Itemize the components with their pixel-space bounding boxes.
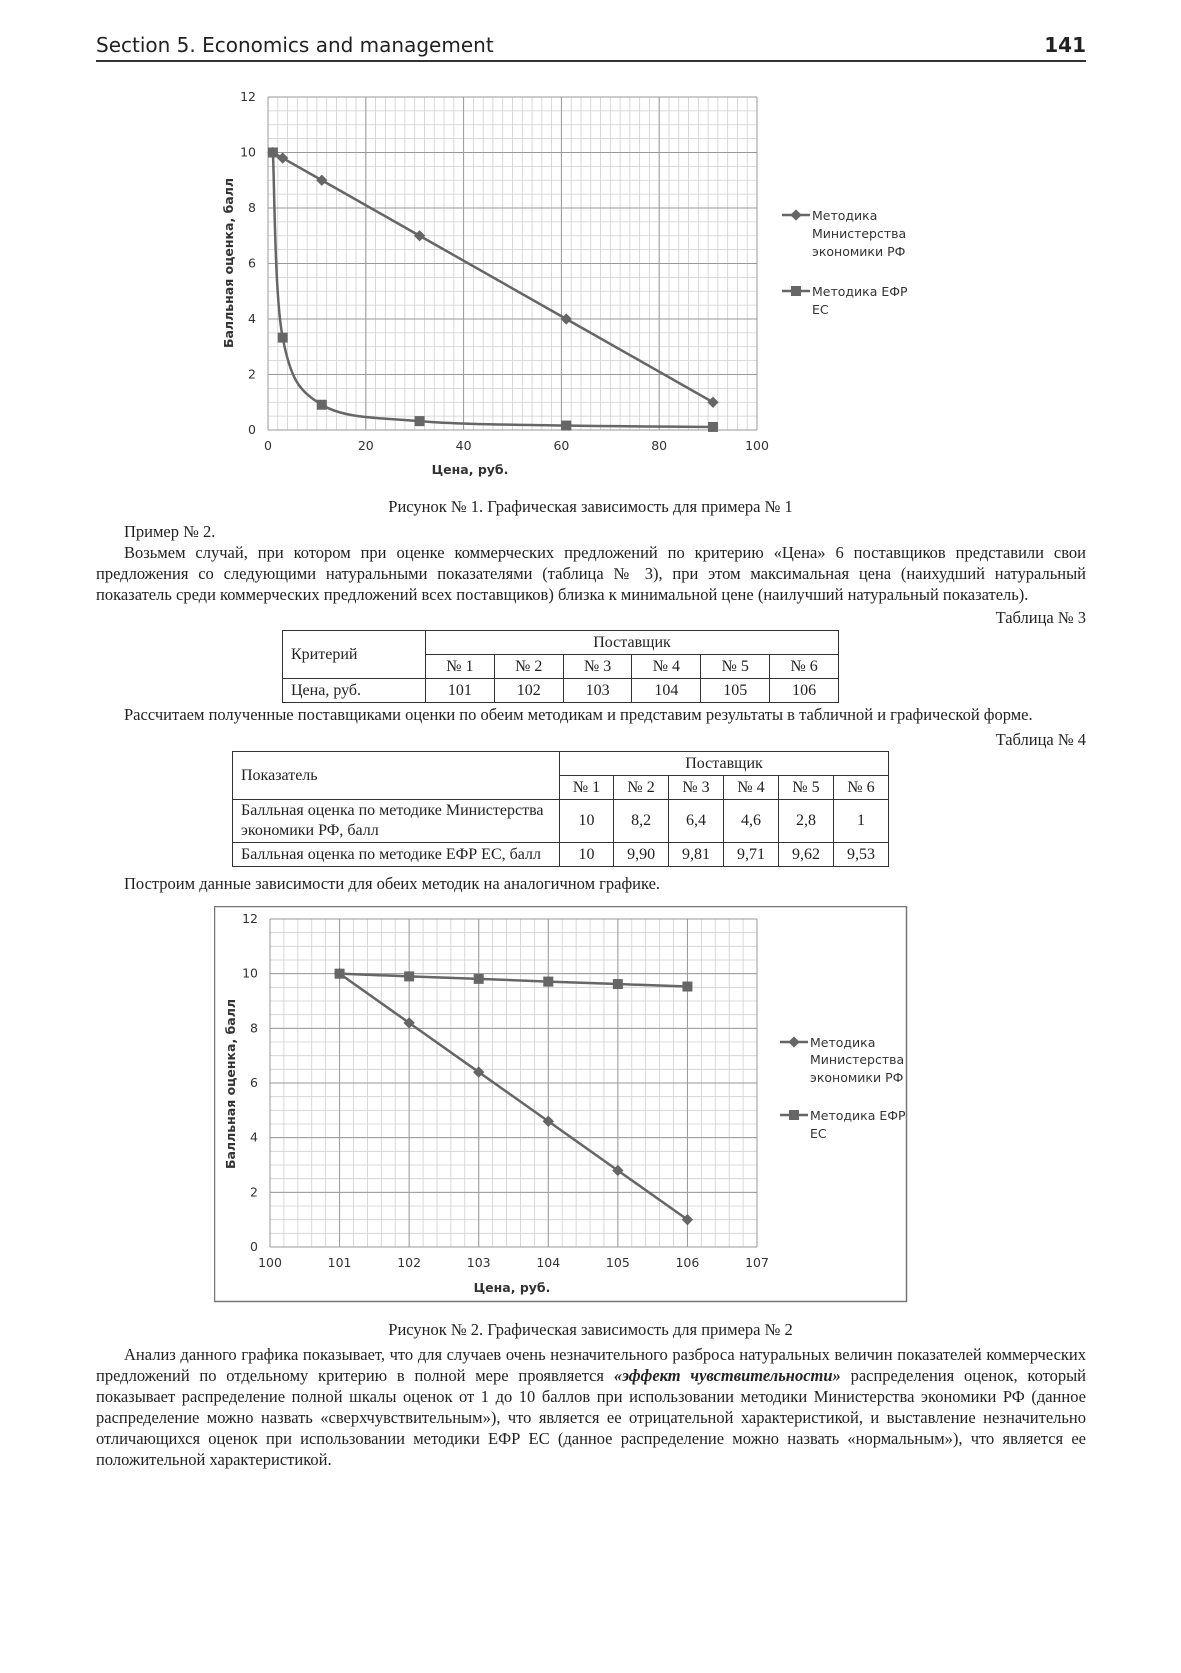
svg-text:40: 40: [455, 438, 472, 453]
example-2-heading: Пример № 2.: [124, 522, 216, 541]
svg-text:2: 2: [250, 1184, 258, 1200]
figure-2-grid: [270, 919, 757, 1247]
svg-text:107: 107: [745, 1255, 769, 1270]
svg-text:экономики РФ: экономики РФ: [812, 244, 906, 259]
svg-text:0: 0: [264, 438, 272, 453]
svg-text:8: 8: [250, 1020, 258, 1036]
square-marker-icon: [789, 1110, 799, 1120]
svg-text:Балльная оценка, балл: Балльная оценка, балл: [221, 177, 236, 349]
svg-text:4: 4: [248, 311, 256, 326]
svg-text:60: 60: [553, 438, 570, 453]
square-marker-icon: [791, 286, 801, 296]
svg-text:6: 6: [248, 255, 256, 271]
figure-1-chart: [215, 85, 935, 485]
svg-text:Методика ЕФР: Методика ЕФР: [812, 284, 908, 299]
example-2-text: [96, 521, 1086, 605]
svg-text:4: 4: [250, 1129, 258, 1145]
figure-2-caption: Рисунок № 2. Графическая зависимость для примера № 2: [388, 1320, 793, 1339]
svg-text:Цена, руб.: Цена, руб.: [431, 462, 509, 477]
figure-2-chart: [214, 906, 908, 1303]
page-number: 141: [1044, 33, 1086, 57]
svg-text:0: 0: [248, 422, 256, 437]
criterion-header: Критерий: [283, 631, 426, 679]
svg-text:Балльная оценка, балл: Балльная оценка, балл: [223, 998, 238, 1170]
svg-text:10: 10: [242, 965, 258, 981]
table-row: Балльная оценка по методике Министерства экономики РФ, балл 10 8,2 6,4 4,6 2,8 1: [233, 800, 889, 843]
svg-text:Министерства: Министерства: [812, 226, 907, 241]
svg-text:100: 100: [745, 438, 769, 453]
svg-text:Методика ЕФР: Методика ЕФР: [810, 1108, 906, 1123]
svg-text:12: 12: [240, 89, 256, 104]
svg-text:103: 103: [466, 1255, 491, 1270]
svg-text:12: 12: [242, 911, 258, 926]
svg-text:80: 80: [651, 438, 668, 453]
svg-text:Методика: Методика: [810, 1035, 876, 1050]
svg-text:ЕС: ЕС: [810, 1126, 827, 1141]
svg-text:100: 100: [258, 1255, 282, 1270]
supplier-header: Поставщик: [560, 752, 889, 776]
figure-1-axes: [240, 89, 769, 453]
svg-text:Методика: Методика: [812, 208, 878, 223]
table-4: Показатель Поставщик № 1 № 2 № 3 № 4 № 5 № 6 Балльная оценка по методике Министерства экономики РФ, балл 10 8,2 6,4 4,6 2,8 1 Балльная оценка по методике ЕФР ЕС, балл 10 9,90 9,81 9,71 9,62 9,53: [232, 751, 889, 867]
supplier-header: Поставщик: [426, 631, 839, 655]
emphasis-text: «эффект чувствительности»: [613, 1366, 841, 1385]
svg-text:105: 105: [605, 1255, 630, 1270]
svg-text:10: 10: [240, 144, 256, 160]
figure-2-legend: [780, 1035, 906, 1141]
figure-1-legend: [782, 208, 908, 317]
svg-text:104: 104: [536, 1255, 561, 1270]
svg-text:2: 2: [248, 366, 256, 382]
figure-1-grid: [268, 97, 757, 430]
svg-text:106: 106: [675, 1255, 700, 1270]
svg-text:Цена, руб.: Цена, руб.: [473, 1280, 551, 1295]
svg-text:20: 20: [357, 438, 374, 453]
svg-text:ЕС: ЕС: [812, 302, 829, 317]
indicator-header: Показатель: [233, 752, 560, 800]
table-row: Цена, руб. 101 102 103 104 105 106: [283, 679, 839, 703]
svg-text:0: 0: [250, 1239, 258, 1254]
diamond-marker-icon: [790, 209, 801, 220]
example-2-paragraph: Возьмем случай, при котором при оценке коммерческих предложений по критерию «Цена» 6 поставщиков представили свои предложения со следующими натуральными показателями (таблица № 3), при этом максимальная цена (наихудший натуральный показатель среди коммерческих предложений всех поставщиков) близка к минимальной цене (наилучший натуральный показатель).: [96, 543, 1086, 604]
after-table-3-text: Рассчитаем полученные поставщиками оценки по обеим методикам и представим результаты в табличной и графической форме.: [124, 705, 1033, 724]
before-figure-2-text: Построим данные зависимости для обеих методик на аналогичном графике.: [124, 874, 661, 893]
svg-text:экономики РФ: экономики РФ: [810, 1070, 904, 1085]
svg-text:101: 101: [327, 1255, 352, 1270]
section-title: Section 5. Economics and management: [96, 33, 494, 57]
figure-1-caption: Рисунок № 1. Графическая зависимость для примера № 1: [388, 497, 793, 516]
table-3: Критерий Поставщик № 1 № 2 № 3 № 4 № 5 № 6 Цена, руб. 101 102 103 104 105 106: [282, 630, 839, 703]
table-3-label: Таблица № 3: [995, 608, 1086, 627]
svg-text:Министерства: Министерства: [810, 1052, 905, 1067]
table-4-label: Таблица № 4: [995, 730, 1086, 749]
running-header: [96, 30, 1086, 62]
svg-text:8: 8: [248, 200, 256, 215]
diamond-marker-icon: [788, 1036, 799, 1047]
table-row: Балльная оценка по методике ЕФР ЕС, балл 10 9,90 9,81 9,71 9,62 9,53: [233, 843, 889, 867]
svg-text:102: 102: [397, 1255, 422, 1270]
svg-text:6: 6: [250, 1075, 258, 1090]
analysis-paragraph: Анализ данного графика показывает, что для случаев очень незначительного разброса натуральных величин показателей коммерческих предложений по отдельному критерию в полной мере проявляется «эффект чувствительности» распределения оценок, который показывает распределение полной шкалы оценок от 1 до 10 баллов при использовании методики Министерства экономики РФ (данное распределение можно назвать «сверхчувствительным»), что является ее отрицательной характеристикой, и выставление незначительно отличающихся оценок при использовании методики ЕФР ЕС (данное распределение можно назвать «нормальным»), что является ее положительной характеристикой.: [96, 1345, 1087, 1469]
